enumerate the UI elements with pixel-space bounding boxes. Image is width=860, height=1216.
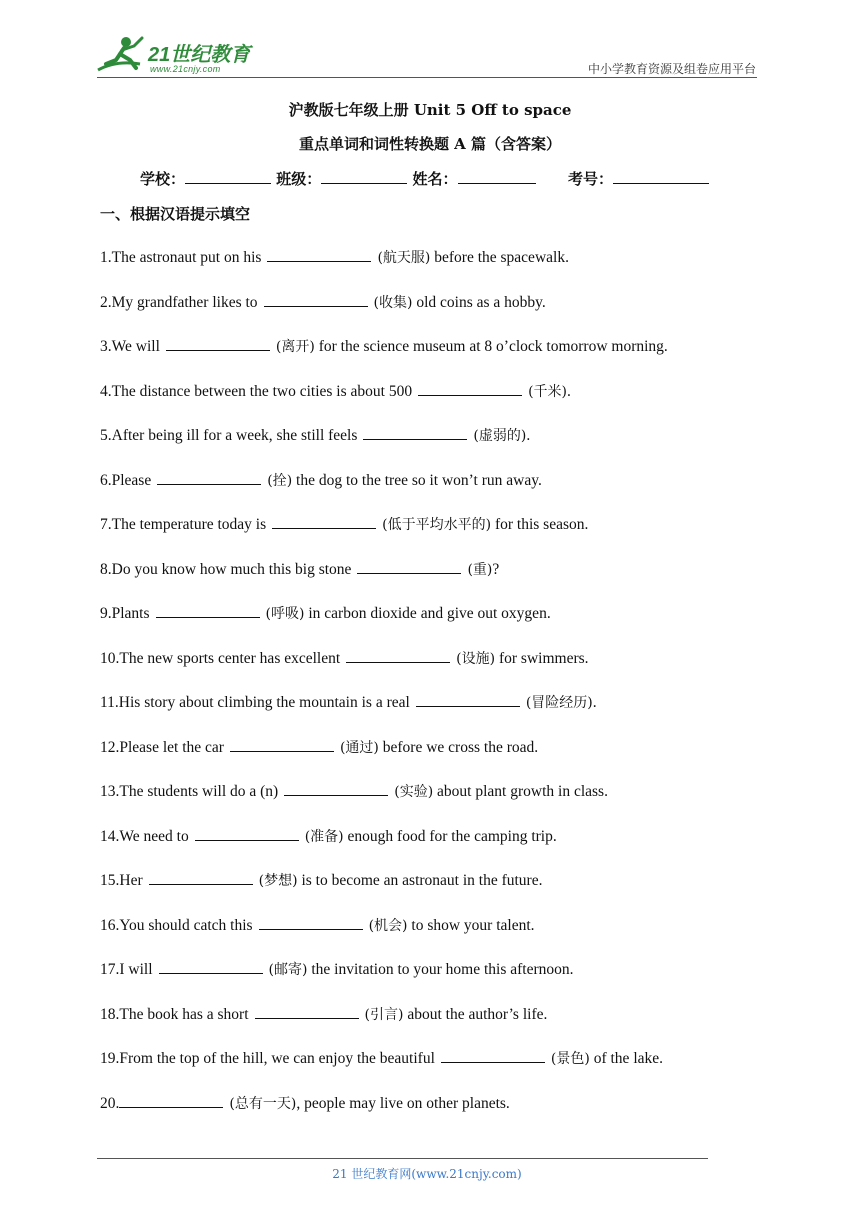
question-text-end: enough food for the camping trip. (343, 827, 557, 845)
answer-blank[interactable] (149, 870, 253, 885)
chinese-hint: (邮寄) (268, 962, 308, 978)
question-text: 2.My grandfather likes to (100, 293, 258, 311)
class-label: 班级： (276, 170, 322, 188)
chinese-hint: (机会) (368, 917, 408, 934)
question-text: 15.Her (100, 872, 143, 889)
question-item (100, 781, 608, 802)
question-text-end: the invitation to your home this afternoon. (307, 961, 574, 978)
question-item (100, 1093, 510, 1114)
question-text: 13.The students will do a (n) (100, 783, 279, 800)
logo (96, 34, 266, 78)
question-text-end: for the science museum at 8 o’clock tomorrow morning. (314, 338, 668, 355)
question-text: 20. (100, 1094, 120, 1112)
question-text-end: old coins as a hobby. (412, 293, 546, 311)
document-title: 沪教版七年级上册 Unit 5 Off to space (288, 101, 572, 119)
question-text-end: ? (492, 560, 500, 578)
question-item (100, 425, 530, 446)
question-text-end: the dog to the tree so it won’t run away. (292, 471, 542, 489)
question-item (100, 648, 589, 669)
section-title: 一、根据汉语提示填空 (100, 205, 251, 223)
header-platform-text: 中小学教育资源及组卷应用平台 (587, 62, 756, 76)
question-text: 5.After being ill for a week, she still feels (100, 427, 358, 444)
school-blank[interactable] (185, 167, 271, 184)
answer-blank[interactable] (441, 1048, 545, 1063)
question-text-end: about plant growth in class. (433, 783, 608, 800)
question-text-end: about the author’s life. (403, 1005, 548, 1023)
answer-blank[interactable] (255, 1004, 359, 1019)
question-text: 6.Please (100, 471, 152, 489)
question-item (100, 247, 569, 268)
question-item (100, 381, 571, 402)
question-item (100, 959, 574, 980)
document-subtitle: 重点单词和词性转换题 A 篇（含答案） (298, 135, 562, 153)
chinese-hint: (设施) (456, 650, 496, 667)
chinese-hint: (景色) (550, 1051, 590, 1067)
question-text: 18.The book has a short (100, 1005, 249, 1023)
chinese-hint: (呼吸) (265, 606, 305, 622)
logo-text: 21世纪教育 (148, 44, 251, 66)
question-item (100, 692, 597, 713)
exam-number-label: 考号： (567, 170, 613, 188)
question-text-end: . (526, 427, 531, 444)
answer-blank[interactable] (363, 425, 467, 440)
question-item (100, 1048, 663, 1069)
school-label: 学校： (140, 170, 186, 188)
question-text-end: in carbon dioxide and give out oxygen. (304, 605, 551, 622)
chinese-hint: (收集) (373, 294, 413, 311)
answer-blank[interactable] (416, 692, 520, 707)
answer-blank[interactable] (259, 915, 363, 930)
question-item (100, 292, 546, 313)
question-text: 8.Do you know how much this big stone (100, 560, 352, 578)
class-blank[interactable] (321, 167, 407, 184)
header-divider (97, 77, 757, 78)
question-text-end: . (592, 694, 597, 711)
question-item (100, 559, 499, 580)
exam-number-blank[interactable] (613, 167, 709, 184)
question-text-end: , people may live on other planets. (296, 1094, 510, 1112)
chinese-hint: (准备) (304, 828, 344, 845)
question-text: 7.The temperature today is (100, 516, 267, 533)
question-text: 16.You should catch this (100, 916, 253, 934)
chinese-hint: (实验) (394, 784, 434, 800)
answer-blank[interactable] (346, 648, 450, 663)
question-text-end: . (567, 382, 571, 400)
question-text: 17.I will (100, 961, 153, 978)
question-text: 3.We will (100, 338, 160, 355)
question-text-end: before the spacewalk. (430, 249, 569, 266)
question-text: 12.Please let the car (100, 738, 224, 756)
chinese-hint: (引言) (364, 1006, 404, 1023)
question-text: 14.We need to (100, 827, 189, 845)
question-item (100, 1004, 547, 1025)
name-label: 姓名： (412, 170, 458, 188)
runner-logo-icon (96, 34, 148, 78)
question-text-end: to show your talent. (407, 916, 535, 934)
footer-divider (97, 1158, 708, 1159)
answer-blank[interactable] (264, 292, 368, 307)
answer-blank[interactable] (267, 247, 371, 262)
logo-url: www.21cnjy.com (150, 64, 221, 74)
question-text-end: before we cross the road. (378, 738, 539, 756)
chinese-hint: (梦想) (258, 873, 298, 889)
answer-blank[interactable] (230, 737, 334, 752)
question-item (100, 870, 542, 891)
chinese-hint: (总有一天) (229, 1095, 297, 1112)
answer-blank[interactable] (284, 781, 388, 796)
chinese-hint: (重) (467, 561, 493, 578)
chinese-hint: (拴) (267, 472, 293, 489)
question-item (100, 737, 538, 758)
chinese-hint: (千米) (528, 383, 568, 400)
name-blank[interactable] (458, 167, 536, 184)
question-item (100, 603, 551, 624)
question-text-end: of the lake. (589, 1050, 664, 1067)
answer-blank[interactable] (119, 1093, 223, 1108)
student-info-line (140, 167, 709, 189)
question-text: 10.The new sports center has excellent (100, 649, 341, 667)
question-item (100, 915, 535, 936)
answer-blank[interactable] (357, 559, 461, 574)
answer-blank[interactable] (418, 381, 522, 396)
question-text-end: for swimmers. (495, 649, 589, 667)
chinese-hint: (通过) (339, 739, 379, 756)
footer-text: 21 世纪教育网(www.21cnjy.com) (332, 1167, 522, 1181)
answer-blank[interactable] (195, 826, 299, 841)
question-item (100, 470, 542, 491)
answer-blank[interactable] (159, 959, 263, 974)
question-text: 11.His story about climbing the mountain is a real (100, 694, 410, 711)
question-item (100, 514, 588, 535)
question-text-end: is to become an astronaut in the future. (297, 872, 543, 889)
answer-blank[interactable] (156, 603, 260, 618)
question-item (100, 826, 557, 847)
chinese-hint: (虚弱的) (473, 428, 527, 444)
chinese-hint: (离开) (275, 339, 315, 355)
question-item (100, 336, 668, 357)
question-text-end: for this season. (491, 516, 589, 533)
question-text: 1.The astronaut put on his (100, 249, 262, 266)
question-text: 19.From the top of the hill, we can enjoy the beautiful (100, 1050, 435, 1067)
question-text: 9.Plants (100, 605, 150, 622)
chinese-hint: (低于平均水平的) (382, 517, 492, 533)
page-header (0, 0, 860, 80)
answer-blank[interactable] (272, 514, 376, 529)
chinese-hint: (冒险经历) (525, 695, 593, 711)
answer-blank[interactable] (157, 470, 261, 485)
answer-blank[interactable] (166, 336, 270, 351)
chinese-hint: (航天服) (377, 250, 431, 266)
question-text: 4.The distance between the two cities is about 500 (100, 382, 413, 400)
